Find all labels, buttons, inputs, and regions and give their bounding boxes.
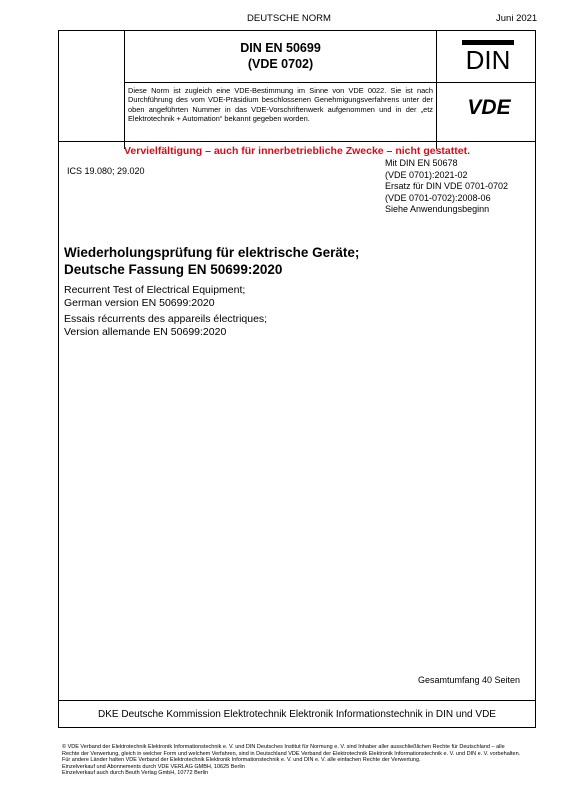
publication-date: Juni 2021 bbox=[496, 13, 538, 24]
total-pages: Gesamtumfang 40 Seiten bbox=[417, 675, 520, 685]
standard-number: DIN EN 50699 bbox=[240, 41, 321, 55]
copyright-text: © VDE Verband der Elektrotechnik Elektronik Informationstechnik e. V. und DIN Deutsches Institut für Normung e. V. sind Inhaber aller ausschließlichen Rechte für Deutschland – alle Rechte der Verwertung, gleich in welcher Form und welchem Verfahren, sind in Deutschland VDE Verband der Elektrotechnik Elektronik Informationstechnik e. V. und DIN e. V. vorbehalten. Für andere Länder halten VDE Verband der Elektrotechnik Elektronik Informationstechnik e. V. und DIN e. V. alle einfachen Rechte der Verwertung. bbox=[62, 744, 521, 763]
related-standards bbox=[385, 158, 508, 216]
sales-line-2: Einzelverkauf auch durch Beuth Verlag GmbH, 10772 Berlin bbox=[62, 770, 209, 776]
english-title bbox=[64, 284, 245, 310]
vde-logo bbox=[454, 94, 524, 118]
english-title-line-1: Recurrent Test of Electrical Equipment; bbox=[64, 284, 246, 296]
related-line: Ersatz für DIN VDE 0701-0702 bbox=[385, 181, 509, 192]
standard-title-block bbox=[125, 30, 436, 82]
german-title-line-2: Deutsche Fassung EN 50699:2020 bbox=[64, 261, 283, 277]
document-type-label: DEUTSCHE NORM bbox=[247, 13, 331, 24]
title-frame bbox=[58, 30, 536, 728]
french-title-line-2: Version allemande EN 50699:2020 bbox=[64, 325, 227, 338]
related-line: (VDE 0701-0702):2008-06 bbox=[385, 192, 491, 203]
vde-regulation-notice: Diese Norm ist zugleich eine VDE-Bestimmung im Sinne von VDE 0022. Sie ist nach Durchführung des vom VDE-Präsidium beschlossenen Genehmigungsverfahrens unter der oben angeführten Nummer in das VDE-Vorschriftenwerk aufgenommen und in der „etz Elektrotechnik + Automation“ bekannt gegeben worden. bbox=[128, 86, 433, 124]
reproduction-warning: Vervielfältigung – auch für innerbetriebliche Zwecke – nicht gestattet. bbox=[123, 145, 470, 157]
sales-line-1: Einzelverkauf und Abonnements durch VDE VERLAG GMBH, 10625 Berlin bbox=[62, 763, 245, 770]
ics-code: ICS 19.080; 29.020 bbox=[67, 166, 145, 176]
related-line: Mit DIN EN 50678 bbox=[385, 158, 458, 168]
din-logo-text: DIN bbox=[465, 45, 511, 73]
german-title-line-1: Wiederholungsprüfung für elektrische Geräte; bbox=[64, 245, 360, 260]
related-line: (VDE 0701):2021-02 bbox=[385, 169, 468, 180]
copyright-footer bbox=[62, 744, 522, 777]
french-title-line-1: Essais récurrents des appareils électriques; bbox=[64, 313, 268, 325]
english-title-line-2: German version EN 50699:2020 bbox=[64, 296, 215, 309]
frame-divider-mid bbox=[124, 82, 536, 83]
vde-logo-text: VDE bbox=[467, 96, 511, 118]
vde-number: (VDE 0702) bbox=[247, 57, 314, 71]
frame-divider-footer bbox=[58, 700, 536, 701]
din-logo bbox=[461, 39, 515, 73]
french-title bbox=[64, 313, 267, 339]
dke-commission: DKE Deutsche Kommission Elektrotechnik Elektronik Informationstechnik in DIN und VDE bbox=[98, 709, 496, 720]
german-title bbox=[64, 245, 359, 278]
frame-divider-right bbox=[436, 30, 437, 149]
frame-divider-header-bottom bbox=[58, 141, 536, 142]
related-line: Siehe Anwendungsbeginn bbox=[385, 204, 490, 215]
